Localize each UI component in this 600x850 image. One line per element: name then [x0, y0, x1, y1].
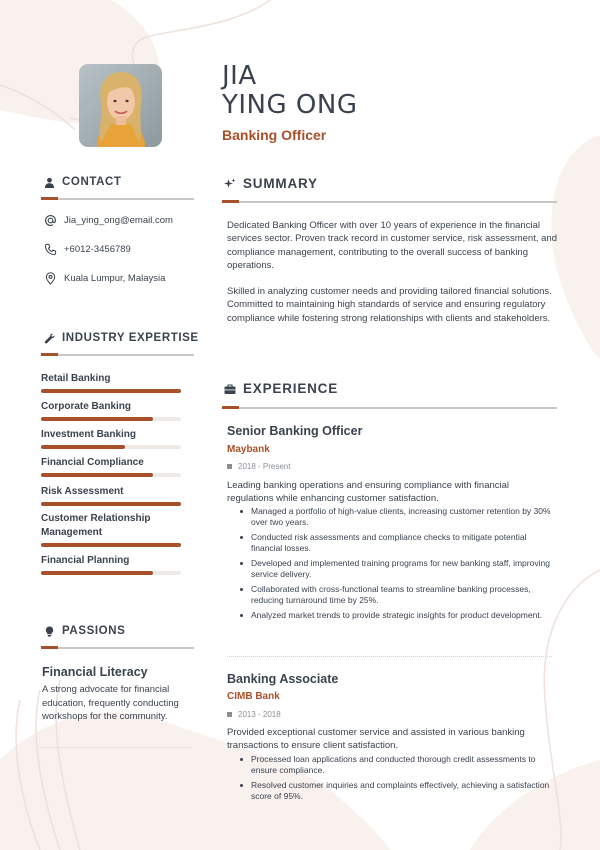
contact-email: [44, 214, 173, 227]
contact-heading: [44, 176, 122, 188]
skill-label: Investment Banking: [41, 429, 137, 440]
achievement-list: [240, 506, 558, 625]
skill-bar: [41, 571, 181, 575]
skill-bar: [41, 502, 181, 506]
skill-label: Customer Relationship Management: [41, 513, 151, 538]
passions-divider: [41, 647, 194, 649]
job-description: Leading banking operations and ensuring compliance with financial regulations while enhancing customer satisfaction.: [227, 480, 510, 504]
skill-label: Risk Assessment: [41, 486, 124, 497]
email-text: Jia_ying_ong@email.com: [64, 215, 173, 226]
passions-heading: [44, 625, 125, 637]
summary-paragraph: Dedicated Banking Officer with over 10 years of experience in the financial services sector. Proven track record in customer service, risk assessment, and compliance management, contributing to the overall success of banking operations.: [227, 220, 557, 271]
dates-text: 2013 - 2018: [238, 710, 281, 719]
phone-icon: [44, 243, 57, 256]
achievement-item: Managed a portfolio of high-value clients, increasing customer retention by 30% over two years.: [240, 506, 558, 528]
company-name: Maybank: [227, 444, 270, 455]
calendar-icon: [227, 464, 232, 469]
achievement-item: Developed and implemented training programs for new banking staff, improving service delivery.: [240, 558, 558, 580]
job-title: Banking Officer: [222, 127, 327, 143]
summary-paragraph: Skilled in analyzing customer needs and providing tailored financial solutions. Committed to maintaining high standards of service and ensuring regulatory compliance while fostering strong relationships with clients and stakeholders.: [227, 286, 552, 324]
summary-heading: [224, 176, 318, 191]
phone-text: +6012-3456789: [64, 244, 131, 255]
skill-bar: [41, 445, 181, 449]
skill-label: Retail Banking: [41, 373, 111, 384]
passion-description: A strong advocate for financial education, frequently conducting workshops for the community.: [42, 684, 179, 722]
experience-heading: [224, 381, 338, 396]
first-name: JIA: [222, 61, 257, 91]
at-icon: [44, 214, 57, 227]
skill-bar: [41, 417, 181, 421]
skill-label: Financial Compliance: [41, 457, 144, 468]
candidate-name: [222, 62, 357, 120]
wrench-icon: [44, 333, 55, 344]
employment-dates: [227, 710, 281, 719]
location-pin-icon: [44, 272, 57, 285]
job-description: Provided exceptional customer service and assisted in various banking transactions to ensure client satisfaction.: [227, 727, 525, 751]
experience-divider: [222, 407, 557, 409]
skill-bar: [41, 543, 181, 547]
achievement-item: Conducted risk assessments and compliance checks to mitigate potential financial losses.: [240, 532, 558, 554]
skill-bar: [41, 389, 181, 393]
passions-heading-label: PASSIONS: [62, 625, 126, 637]
skill-bar: [41, 473, 181, 477]
dates-text: 2018 - Present: [238, 462, 291, 471]
summary-heading-label: SUMMARY: [243, 176, 318, 191]
experience-heading-label: EXPERIENCE: [243, 381, 339, 396]
position-title: Senior Banking Officer: [227, 424, 363, 438]
achievement-item: Collaborated with cross-functional teams to streamline banking processes, reducing turnaround time by 25%.: [240, 584, 558, 606]
skill-label: Financial Planning: [41, 555, 130, 566]
position-title: Banking Associate: [227, 672, 339, 686]
expertise-divider: [41, 354, 194, 356]
achievement-list: [240, 754, 558, 806]
contact-heading-label: CONTACT: [62, 176, 122, 188]
summary-divider: [222, 201, 557, 203]
contact-phone: [44, 243, 131, 256]
calendar-icon: [227, 712, 232, 717]
contact-location: [44, 272, 165, 285]
last-name: YING ONG: [222, 90, 358, 120]
skill-label: Corporate Banking: [41, 401, 132, 412]
achievement-item: Resolved customer inquiries and complaints effectively, achieving a satisfaction score of 95%.: [240, 780, 558, 802]
contact-divider: [41, 198, 194, 200]
expertise-heading: [44, 332, 199, 344]
passion-separator: [41, 747, 191, 748]
person-icon: [44, 177, 55, 188]
achievement-item: Processed loan applications and conducted thorough credit assessments to ensure compliance.: [240, 754, 558, 776]
passion-title: Financial Literacy: [42, 665, 148, 679]
experience-separator: [227, 656, 552, 657]
company-name: CIMB Bank: [227, 691, 280, 702]
lightbulb-icon: [44, 626, 55, 637]
profile-photo: [79, 64, 162, 147]
expertise-heading-label: INDUSTRY EXPERTISE: [62, 332, 199, 344]
sparkle-icon: [224, 178, 236, 190]
achievement-item: Analyzed market trends to provide strategic insights for product development.: [240, 610, 558, 621]
briefcase-icon: [224, 383, 236, 395]
employment-dates: [227, 462, 290, 471]
location-text: Kuala Lumpur, Malaysia: [64, 273, 166, 284]
